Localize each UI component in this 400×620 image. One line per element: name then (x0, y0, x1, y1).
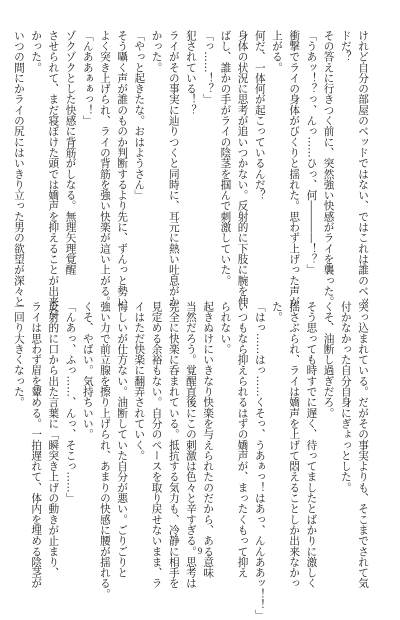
text-line: 突っ込まれている。だがその事実よりも、そこまでされて気 (357, 301, 369, 589)
text-line: 「やっと起きたな。おはようさん」 (133, 30, 146, 201)
text-line: ドだ？ (339, 30, 352, 62)
text-line: そう囁く声が誰のものか判断するより先に、ずんっと勢い (116, 30, 129, 307)
text-line: 起きぬけにいきなり快楽を与えられたのだから、ある意味 (202, 301, 215, 578)
text-line: いつもなら抑えられるはずの嬌声が、まったくもって抑え (236, 301, 249, 578)
text-line: そう思っても時すでに遅く、待ってましたとばかりに激しく (305, 301, 318, 589)
text-line: 見定める余裕もない。自分のペースを取り戻せないまま、ラ (150, 301, 163, 589)
text-line: させられて、まだ寝ぼけた頭では嬌声を抑えることが出来な (47, 30, 60, 318)
text-line: 身体の状況に思考が追いつかない。反射的に下肢に腕を伸 (236, 30, 249, 307)
text-line: られない。 (219, 301, 232, 355)
text-line: いつの間にかライの尻にはいきり立った男の欲望が深々と (12, 30, 25, 307)
text-line: かった。 (30, 30, 43, 73)
text-line: けれど自分の部屋のベッドではない、ではこれは誰のベッ (357, 30, 369, 307)
text-line: くそ、油断し過ぎだろ。 (322, 301, 335, 419)
text-block-top (12, 30, 371, 318)
text-line: 反射的に口から出た言葉に「瞬突き上げの動きが止まり、 (47, 301, 60, 578)
text-line: 「んああぁぁっ！」 (81, 30, 94, 126)
text-line: た。 (270, 301, 283, 323)
text-line: イはただ快楽に翻弄されていく。 (133, 301, 146, 461)
text-line: 当然だろう。覚醒直後にこの刺激は色々と辛すぎる。思考は (184, 301, 197, 589)
text-line: 「はっ……はっ……くそっ、うあぁっ！はあっ、んんああッ！！」 (253, 301, 266, 620)
text-line: ばし、誰かの手がライの陰茎を掴んで刺激していた。 (219, 30, 232, 286)
text-line: かった。 (150, 30, 163, 73)
text-line: ゾクゾクとした快感に背筋がしなる。無理矢理覚醒 (64, 30, 77, 275)
text-line: 付かなかった自分自身にぎょっとした。 (339, 301, 352, 493)
text-line: 犯されている！？ (184, 30, 197, 116)
text-line: 「うあッ！？っ、んっ……ひっ、何――――！？」 (305, 30, 318, 275)
text-line: 「んあっ、ふっ……、んっ、そこっ……」 (64, 301, 77, 504)
text-line: 完全に快楽に呑まれている。抵抗する気力も、冷静に相手を (167, 301, 180, 589)
text-line: 衝撃でライの身体がびくりと揺れた。思わず上げった声が (288, 30, 301, 307)
text-line: よく突き上げられ、ライの背筋を強い快楽が這い上がる。 (98, 30, 111, 307)
text-line: 一回り大きくなった。 (12, 301, 25, 408)
text-line: ライがその事実に辿りつくと同時に、耳元に熱い吐息がか (167, 30, 180, 307)
page-number: 9 (197, 546, 203, 556)
text-line: 「っ……！？」 (202, 30, 215, 105)
text-line: くそ、やばい。気持ちいい。 (81, 301, 94, 440)
text-line: 揺さぶられ、ライは嬌声を上げて悶えることしか出来なかっ (288, 301, 301, 589)
text-line: 何だ、一体何が起こっているんだ？ (253, 30, 266, 201)
text-line: 上がる。 (270, 30, 283, 73)
text-line: 悔しいが仕方ない。油断していた自分が悪い。ごりごりと (116, 301, 129, 578)
text-block-bottom (12, 301, 371, 620)
text-line: ライは思わず眉を顰める。一拍遅れて、体内を埋める陰茎が (30, 301, 43, 589)
text-line: 強い力で前立腺を擦り上げられ、あまりの快感に腰が揺れる。 (98, 301, 111, 600)
text-line: その答えに行きつく前に、突然強い快感がライを襲った。 (322, 30, 335, 307)
